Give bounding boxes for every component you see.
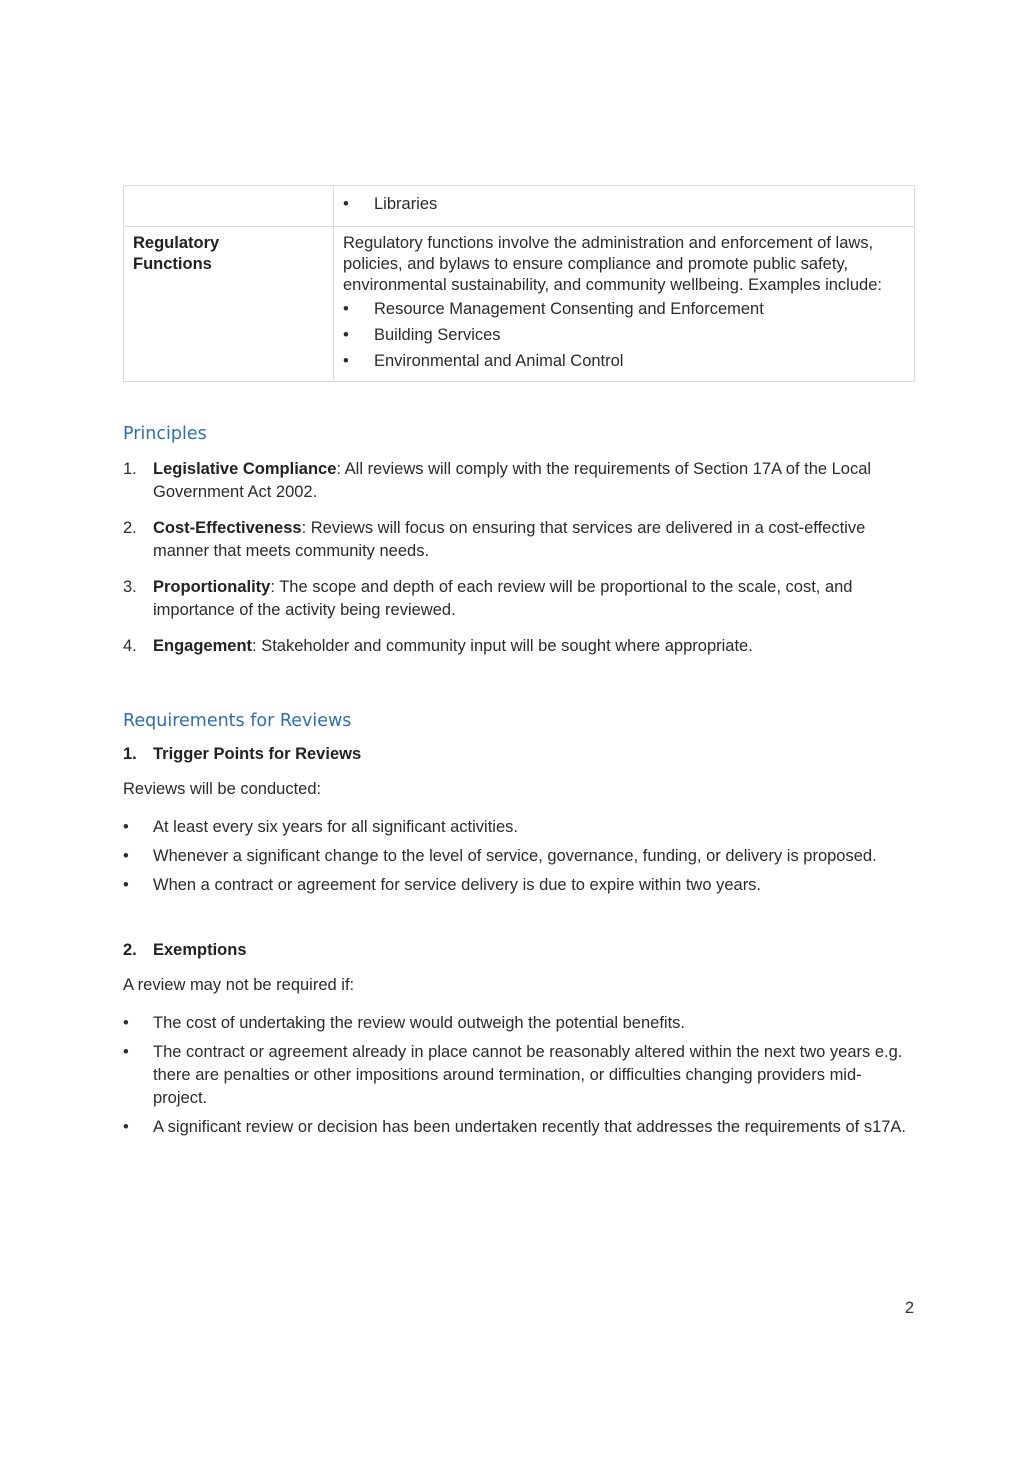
exemptions-heading (123, 939, 915, 961)
bullet-icon: • (123, 1014, 129, 1032)
page-number: 2 (904, 1299, 914, 1317)
bullet-icon: • (123, 1118, 129, 1136)
table-bullet-list (343, 194, 905, 214)
list-number: 4. (123, 637, 137, 655)
table-label-cell (124, 186, 334, 227)
list-item (123, 1041, 915, 1110)
list-item (123, 845, 915, 868)
list-item (123, 1116, 915, 1139)
list-item (123, 458, 915, 504)
list-item-text: Building Services (374, 326, 501, 344)
list-item (123, 874, 915, 897)
trigger-points-heading (123, 743, 915, 765)
bullet-icon: • (123, 1043, 129, 1061)
bullet-icon: • (343, 195, 349, 213)
list-item-text: When a contract or agreement for service delivery is due to expire within two years. (153, 876, 762, 894)
trigger-intro: Reviews will be conducted: (123, 780, 322, 798)
principle-text: : Reviews will focus on ensuring that services are delivered in a cost-effective manner that meets community needs. (153, 519, 866, 560)
list-number: 2. (123, 519, 137, 537)
principle-term: Engagement (153, 637, 253, 655)
list-item-text: Environmental and Animal Control (374, 352, 624, 370)
exemptions-intro: A review may not be required if: (123, 976, 355, 994)
bullet-icon: • (123, 876, 129, 894)
list-item (123, 1012, 915, 1035)
principles-list (123, 458, 915, 658)
principles-heading: Principles (123, 424, 207, 444)
list-number: 3. (123, 578, 137, 596)
requirements-heading: Requirements for Reviews (123, 711, 352, 731)
subheading-text: Trigger Points for Reviews (153, 745, 362, 763)
subheading-text: Exemptions (153, 941, 247, 959)
list-item-text: At least every six years for all significant activities. (153, 818, 518, 836)
list-item (343, 299, 905, 319)
bullet-icon: • (123, 847, 129, 865)
list-number: 1. (123, 460, 137, 478)
list-item-text: Whenever a significant change to the level of service, governance, funding, or delivery is proposed. (153, 847, 877, 865)
list-item (123, 576, 915, 622)
list-number: 2. (123, 941, 137, 959)
document-page (123, 185, 915, 1145)
list-item (123, 635, 915, 658)
list-item-text: A significant review or decision has been undertaken recently that addresses the requirements of s17A. (153, 1118, 907, 1136)
list-number: 1. (123, 745, 137, 763)
principle-term: Cost-Effectiveness (153, 519, 302, 537)
table-bullet-list (343, 299, 905, 371)
list-item (123, 816, 915, 839)
bullet-icon: • (343, 352, 349, 370)
table-description: Regulatory functions involve the administration and enforcement of laws, policies, and bylaws to ensure compliance and promote public safety, environmental sustainability, and community wellbeing. Examples include: (343, 234, 882, 294)
principle-term: Legislative Compliance (153, 460, 337, 478)
list-item (343, 325, 905, 345)
trigger-bullet-list (123, 816, 915, 897)
table-label-cell (124, 227, 334, 382)
principle-text: : The scope and depth of each review will be proportional to the scale, cost, and importance of the activity being reviewed. (153, 578, 853, 619)
list-item-text: The cost of undertaking the review would outweigh the potential benefits. (153, 1014, 685, 1032)
list-item (343, 194, 905, 214)
table-label-line: Regulatory (133, 234, 220, 252)
exemptions-bullet-list (123, 1012, 915, 1139)
list-item (343, 351, 905, 371)
principle-text: : Stakeholder and community input will be sought where appropriate. (252, 637, 753, 655)
bullet-icon: • (123, 818, 129, 836)
list-item (123, 517, 915, 563)
principle-text: : All reviews will comply with the requirements of Section 17A of the Local Government Act 2002. (153, 460, 872, 501)
bullet-icon: • (343, 326, 349, 344)
table-content-cell (334, 186, 915, 227)
functions-table (123, 185, 915, 382)
list-item-text: The contract or agreement already in place cannot be reasonably altered within the next two years e.g. there are penalties or other impositions around termination, or difficulties changing providers mid-project. (153, 1043, 903, 1107)
table-row (124, 227, 915, 382)
table-content-cell (334, 227, 915, 382)
principle-term: Proportionality (153, 578, 271, 596)
list-item-text: Resource Management Consenting and Enforcement (374, 300, 764, 318)
table-label-line: Functions (133, 255, 212, 273)
list-item-text: Libraries (374, 195, 438, 213)
bullet-icon: • (343, 300, 349, 318)
table-row (124, 186, 915, 227)
